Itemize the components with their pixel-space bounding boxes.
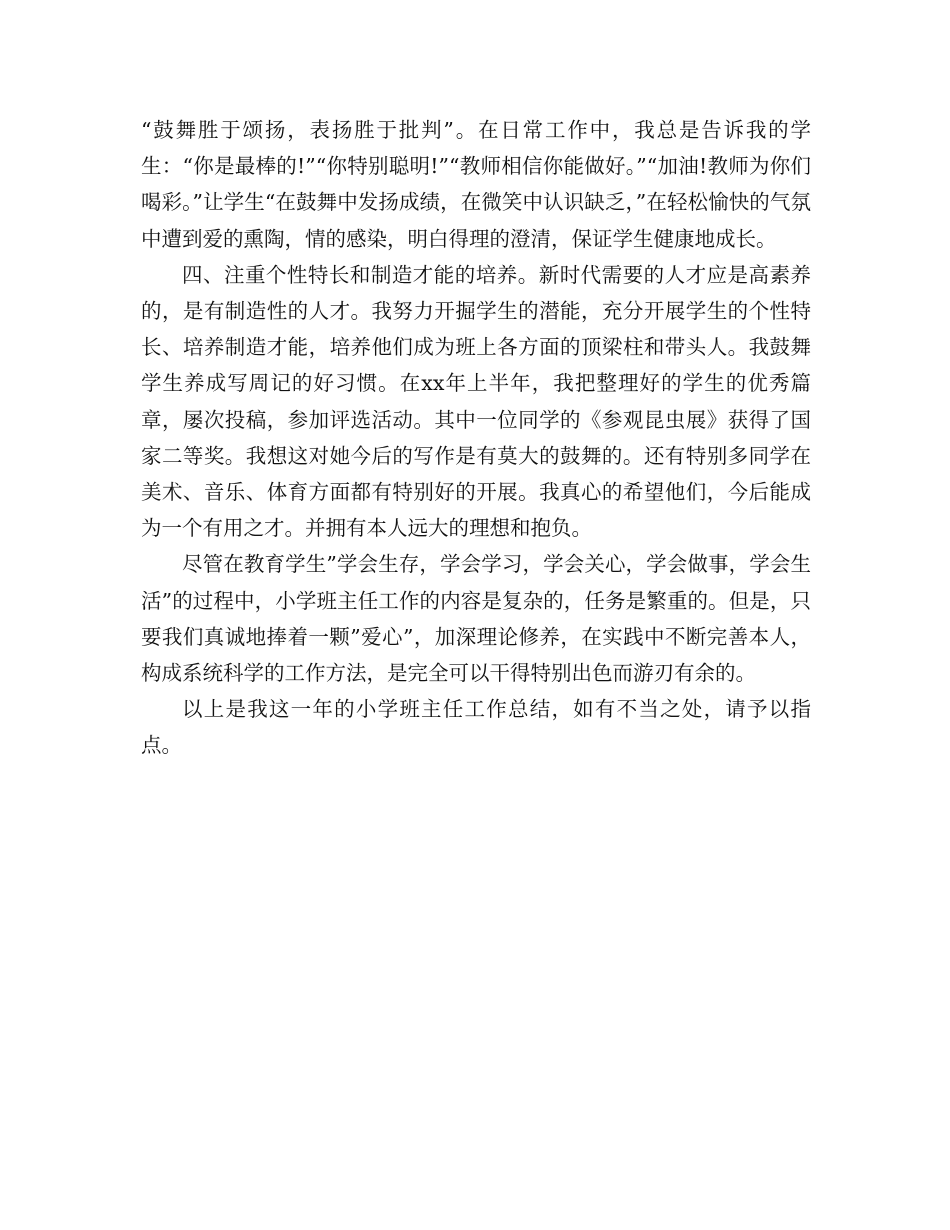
paragraph-work-method: 尽管在教育学生”学会生存，学会学习，学会关心，学会做事，学会生活”的过程中，小学班主任工作的内容是复杂的，任务是繁重的。但是，只要我们真诚地捧着一颗”爱心”，加深理论修养，在实践中不断完善本人，构成系统科学的工作方法，是完全可以干得特别出色而游刃有余的。 (141, 552, 811, 686)
paragraph-talent-cultivation: 四、注重个性特长和制造才能的培养。新时代需要的人才应是高素养的，是有制造性的人才。我努力开掘学生的潜能，充分开展学生的个性特长、培养制造才能，培养他们成为班上各方面的顶梁柱和带头人。我鼓舞学生养成写周记的好习惯。在xx年上半年，我把整理好的学生的优秀篇章，屡次投稿，参加评选活动。其中一位同学的《参观昆虫展》获得了国家二等奖。我想这对她今后的写作是有莫大的鼓舞的。还有特别多同学在美术、音乐、体育方面都有特别好的开展。我真心的希望他们，今后能成为一个有用之才。并拥有本人远大的理想和抱负。 (141, 262, 811, 541)
paragraph-closing: 以上是我这一年的小学班主任工作总结，如有不当之处，请予以指点。 (141, 697, 811, 758)
paragraph-encouragement: “鼓舞胜于颂扬，表扬胜于批判”。在日常工作中，我总是告诉我的学生：“你是最棒的!”“你特别聪明!”“教师相信你能做好。”“加油!教师为你们喝彩。”让学生“在鼓舞中发扬成绩，在微笑中认识缺乏，”在轻松愉快的气氛中遭到爱的熏陶，情的感染，明白得理的澄清，保证学生健康地成长。 (141, 118, 811, 251)
document-body (141, 112, 811, 764)
